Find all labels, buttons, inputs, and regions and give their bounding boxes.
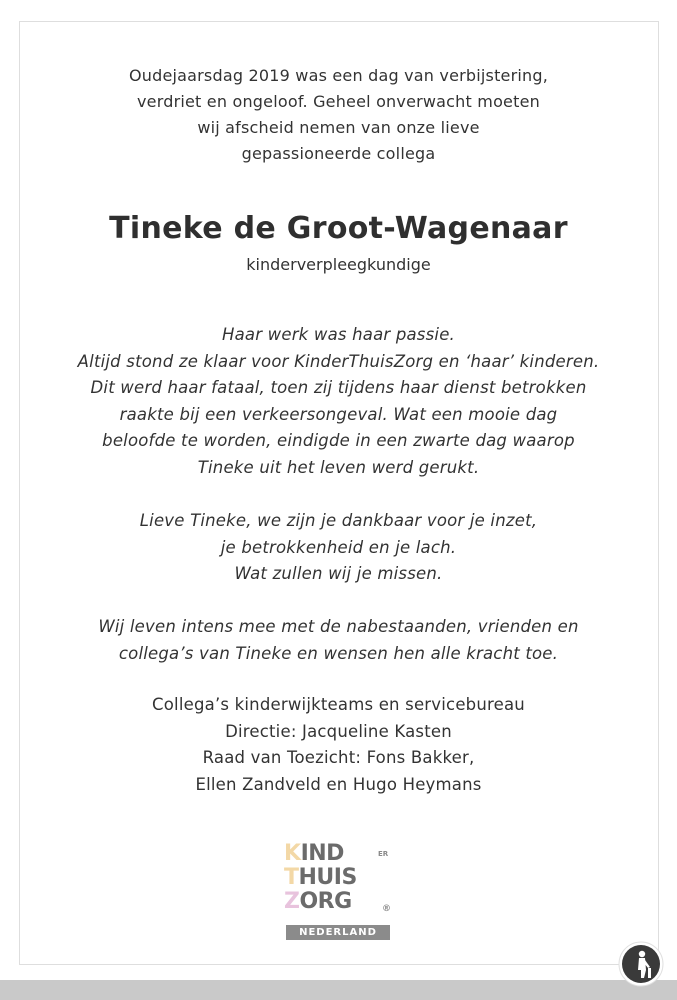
intro-text	[0, 63, 677, 167]
poem-stanza-1	[0, 322, 677, 481]
poem-line: je betrokkenheid en je lach.	[220, 537, 457, 557]
footer-bar	[0, 980, 677, 1000]
mourner-figure-icon[interactable]	[617, 940, 665, 988]
kinderthuiszorg-logo	[284, 842, 392, 944]
signature-line: Raad van Toezicht: Fons Bakker,	[202, 748, 475, 767]
poem-line: collega’s van Tineke en wensen hen alle kracht toe.	[118, 643, 559, 663]
signature-line: Collega’s kinderwijkteams en servicebureau	[152, 695, 525, 714]
poem-line: raakte bij een verkeersongeval. Wat een mooie dag	[119, 404, 558, 424]
intro-line: verdriet en ongeloof. Geheel onverwacht moeten	[137, 92, 540, 111]
poem-line: Wat zullen wij je missen.	[234, 564, 443, 583]
intro-line: wij afscheid nemen van onze lieve	[197, 118, 480, 137]
poem-stanza-2	[0, 508, 677, 588]
intro-line: Oudejaarsdag 2019 was een dag van verbijstering,	[128, 66, 549, 85]
poem-line: Haar werk was haar passie.	[221, 325, 455, 344]
poem-line: Altijd stond ze klaar voor KinderThuisZorg en ‘haar’ kinderen.	[77, 351, 600, 371]
logo-row-thuis: THUIS	[284, 865, 357, 890]
logo-registered-mark: ®	[382, 904, 391, 914]
poem-line: Tineke uit het leven werd gerukt.	[197, 457, 480, 477]
deceased-profession: kinderverpleegkundige	[246, 255, 431, 274]
deceased-name: Tineke de Groot-Wagenaar	[109, 211, 568, 246]
signatures	[0, 692, 677, 798]
logo-row-kind: KIND	[284, 841, 344, 866]
logo-small-text: ER	[378, 850, 389, 858]
signature-line: Directie: Jacqueline Kasten	[225, 721, 452, 741]
poem-line: Dit werd haar fataal, toen zij tijdens haar dienst betrokken	[90, 378, 587, 397]
logo-row-zorg: ZORG	[284, 889, 352, 914]
intro-line: gepassioneerde collega	[241, 144, 436, 163]
signature-line: Ellen Zandveld en Hugo Heymans	[195, 774, 482, 794]
poem-line: beloofde te worden, eindigde in een zwarte dag waarop	[102, 431, 575, 450]
poem-line: Lieve Tineke, we zijn je dankbaar voor je inzet,	[139, 511, 538, 530]
logo-wordmark	[284, 842, 392, 914]
poem-stanza-3	[0, 614, 677, 667]
poem-line: Wij leven intens mee met de nabestaanden, vrienden en	[98, 617, 579, 636]
logo-tagline: NEDERLAND	[286, 925, 390, 940]
